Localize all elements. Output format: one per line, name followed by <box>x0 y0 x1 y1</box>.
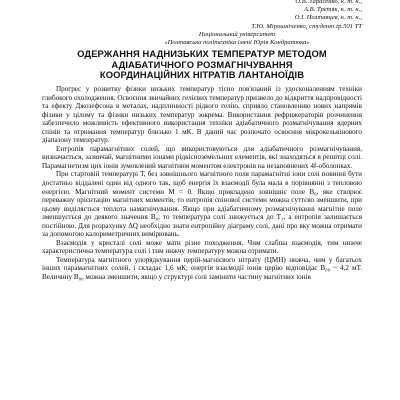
paper-body <box>42 85 362 282</box>
body-paragraph: Взаємодія у кристалі солі може мати різне походження. Чим слабша взаємодія, тим нижче характеристична температура солі і тим нижчу температуру можна отримати. <box>42 238 362 256</box>
body-paragraph: При стартовій температурі Т, без зовнішнього магнітного поля парамагнітні іони солі повинні бути достатньо віддалені один від одного так, щоб енергія їх взаємодії була мала в порівнянні з тепловою енергією. Магнітний момент системи М = 0. Якщо прикладено зовнішнє поле B₀, яке створює переважну орієнтацію магнітних моментів, то ентропія спінової системи можна суттєво зменшити, при цьому виділяється теплота намагнічування. Якщо при адіабатичному розмагнічуванні магнітне поле зменшується до деякого значення B₀, то температура солі знижується до T₁, а ентропія залишається постійною. Для розрахунку ΔQ необхідно знати ентропійну діаграму солі, дані про яку можна отримати за допомогою калориметричних вимірювань. <box>42 170 362 239</box>
title-line: КООРДИНАЦІЙНИХ НІТРАТІВ ЛАНТАНОЇДІВ <box>99 69 305 81</box>
title-line: ОДЕРЖАННЯ НАДНИЗЬКИХ ТЕМПЕРАТУР МЕТОДОМ <box>77 48 327 60</box>
body-paragraph: Температура магнітного упорядкування церій-магнієвого нітрату (ЦМН) нижча, чим у багатьох інших парамагнітних солей, і складає 1,6 мК; енергія взаємодії іонів церію відповідає B₀₀ ~ 4,2 мТ. Величину B₀₀ можна зменшити, якщо у структурі солі замінити частину магнітних іонів <box>42 255 362 282</box>
paper-title <box>42 49 362 81</box>
affiliation-block <box>42 31 362 47</box>
title-line: АДІАБАТИЧНОГО РОЗМАГНІЧУВАННЯ <box>111 58 293 70</box>
authors-block <box>42 0 362 31</box>
body-paragraph: Прогрес у розвитку фізики низьких температур тісно пов'язаний із удосконаленням техніки глибокого охолодження. Освоєння звичайних гелієвих температур призвело до відкриття надпровідності та ефекту Джозефсона в металах, надплинності рідкого гелію, сприяло становленню нових напрямів фізики у цілому та фізики низьких температур зокрема. Використання рефрижераторів розчинення забезпечило можливість ефективного використання техніки адіабатичного розмагнічування ядерних спінів та отримання температур близько 1 мК. В даний час розпочато освоєння мікрокельвінового діапазону температур. <box>42 85 362 145</box>
author-line: А.В. Третяк, к. т. н., <box>303 6 362 14</box>
author-line: Т.Ю. Мірошніченко, студент гр.501 ТТ <box>251 22 362 30</box>
author-line: О.І. Полтавцев, к. т. н., <box>294 14 362 22</box>
body-paragraph: Ентропія парамагнітних солей, що використовуються для адіабатичного розмагнічування, визначається, зазвичай, магнітними іонами рідкісноземельних елементів, які знаходяться в решітці солі. Парамагнетизм цих іонів зумовлений магнітним моментом електронів на незаповнених 4f-оболонках. <box>42 144 362 170</box>
affiliation-line: Національний університет <box>198 30 276 38</box>
author-line: О.В. Тарасенко, к. т. н., <box>295 0 362 5</box>
affiliation-line: «Полтавська політехніка імені Юрія Кондратюка» <box>164 39 310 47</box>
